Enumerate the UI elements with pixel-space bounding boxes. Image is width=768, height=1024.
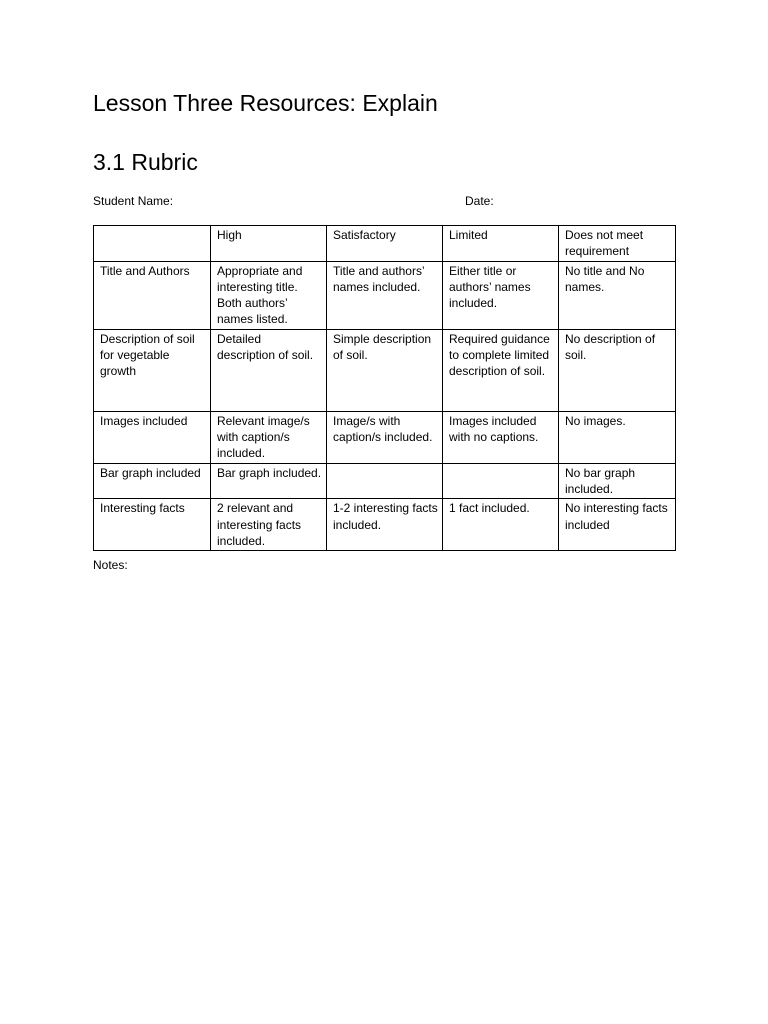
does-not-meet-cell: No bar graph included. — [559, 463, 676, 499]
header-cell-criterion — [94, 226, 211, 262]
satisfactory-cell: 1-2 interesting facts included. — [327, 499, 443, 551]
satisfactory-cell: Title and authors’ names included. — [327, 261, 443, 329]
criterion-cell: Title and Authors — [94, 261, 211, 329]
rubric-row-bar-graph — [94, 463, 676, 499]
satisfactory-cell — [327, 463, 443, 499]
criterion-cell: Bar graph included — [94, 463, 211, 499]
does-not-meet-cell: No interesting facts included — [559, 499, 676, 551]
date-label: Date: — [465, 194, 494, 208]
limited-cell: Either title or authors’ names included. — [443, 261, 559, 329]
satisfactory-cell: Image/s with caption/s included. — [327, 411, 443, 463]
rubric-row-soil-description — [94, 329, 676, 411]
header-cell-high: High — [211, 226, 327, 262]
high-cell: Detailed description of soil. — [211, 329, 327, 411]
student-name-label: Student Name: — [93, 194, 174, 208]
header-cell-satisfactory: Satisfactory — [327, 226, 443, 262]
high-cell: Appropriate and interesting title. Both authors’ names listed. — [211, 261, 327, 329]
criterion-cell: Images included — [94, 411, 211, 463]
limited-cell — [443, 463, 559, 499]
limited-cell: Required guidance to complete limited description of soil. — [443, 329, 559, 411]
section-title: 3.1 Rubric — [93, 149, 198, 175]
does-not-meet-cell: No images. — [559, 411, 676, 463]
rubric-row-interesting-facts — [94, 499, 676, 551]
rubric-row-images — [94, 411, 676, 463]
header-cell-limited: Limited — [443, 226, 559, 262]
document-title: Lesson Three Resources: Explain — [93, 90, 438, 116]
notes-label: Notes: — [93, 558, 128, 572]
rubric-table — [93, 225, 676, 551]
limited-cell: Images included with no captions. — [443, 411, 559, 463]
criterion-cell: Interesting facts — [94, 499, 211, 551]
limited-cell: 1 fact included. — [443, 499, 559, 551]
rubric-header-row — [94, 226, 676, 262]
high-cell: Bar graph included. — [211, 463, 327, 499]
criterion-cell: Description of soil for vegetable growth — [94, 329, 211, 411]
does-not-meet-cell: No title and No names. — [559, 261, 676, 329]
high-cell: 2 relevant and interesting facts included. — [211, 499, 327, 551]
high-cell: Relevant image/s with caption/s included. — [211, 411, 327, 463]
satisfactory-cell: Simple description of soil. — [327, 329, 443, 411]
rubric-row-title-authors — [94, 261, 676, 329]
header-cell-does-not-meet: Does not meet requirement — [559, 226, 676, 262]
does-not-meet-cell: No description of soil. — [559, 329, 676, 411]
